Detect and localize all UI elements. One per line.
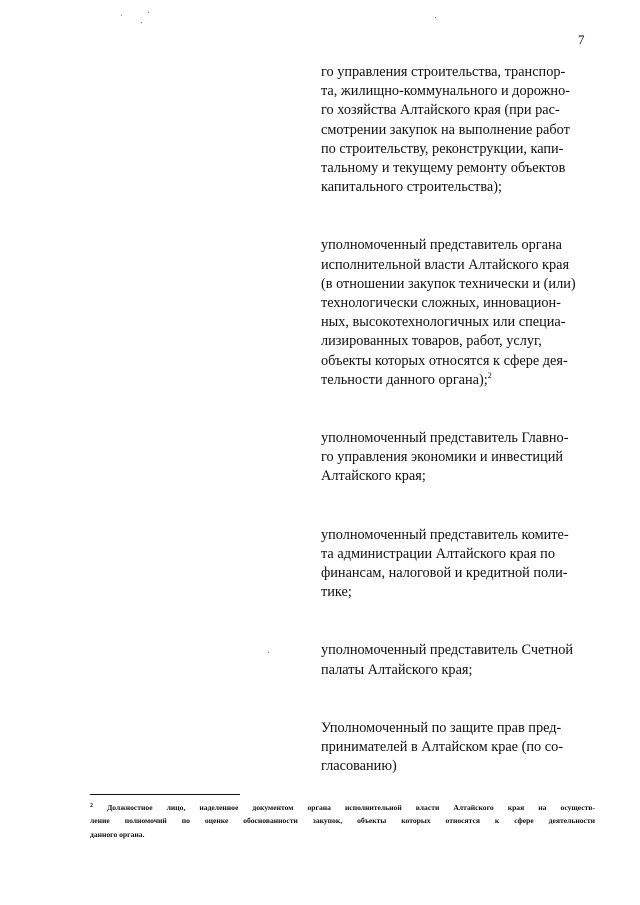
text-line: палаты Алтайского края;: [321, 661, 473, 678]
text-line: тике;: [321, 584, 352, 601]
text-line: принимателей в Алтайском крае (по со-: [321, 739, 563, 756]
footnote-number: 2: [90, 803, 93, 809]
text-line: исполнительной власти Алтайского края: [321, 256, 570, 273]
scan-speck: [148, 12, 149, 13]
footnote: [90, 801, 595, 841]
footnote-line-text: Должностное лицо, наделенное документом органа исполнительной власти Алтайского края на осуществ-: [93, 803, 595, 812]
text-line: смотрении закупок на выполнение работ: [321, 121, 570, 138]
text-line: уполномоченный представитель Главно-: [321, 430, 569, 447]
text-line: капитального строительства);: [321, 179, 502, 196]
footnote-separator: [90, 794, 240, 795]
paragraph-economy-department: [321, 429, 596, 487]
text-line-content: тельности данного органа);: [321, 371, 488, 388]
paragraph-accounts-chamber: [321, 641, 596, 679]
paragraph-business-ombudsman: [321, 719, 596, 777]
text-line: лизированных товаров, работ, услуг,: [321, 333, 542, 350]
text-line: финансам, налоговой и кредитной поли-: [321, 565, 568, 582]
text-line: гласованию): [321, 758, 397, 775]
footnote-line: [90, 801, 595, 814]
footnote-reference: 2: [487, 370, 492, 380]
text-line: уполномоченный представитель Счетной: [321, 642, 574, 659]
text-line: ных, высокотехнологичных или специа-: [321, 314, 566, 331]
text-line: го хозяйства Алтайского края (при рас-: [321, 102, 560, 119]
scan-speck: [141, 22, 142, 23]
text-line: та администрации Алтайского края по: [321, 545, 555, 562]
text-line: Уполномоченный по защите прав пред-: [321, 719, 562, 736]
footnote-line: данного органа.: [90, 829, 145, 839]
text-line: тальному и текущему ремонту объектов: [321, 160, 566, 177]
paragraph-construction-authority: [321, 63, 596, 197]
scan-speck: [121, 15, 122, 16]
document-body: [321, 63, 596, 815]
text-line: та, жилищно-коммунального и дорожно-: [321, 83, 570, 100]
text-line: (в отношении закупок технически и (или): [321, 275, 576, 292]
text-line: по строительству, реконструкции, капи-: [321, 140, 564, 157]
scan-speck: [268, 652, 269, 653]
text-line: уполномоченный представитель органа: [321, 237, 562, 254]
paragraph-finance-committee: [321, 526, 596, 603]
text-line: го управления строительства, транспор-: [321, 64, 566, 80]
text-line: уполномоченный представитель комите-: [321, 526, 569, 543]
text-line: технологически сложных, инновацион-: [321, 295, 561, 312]
text-line: [321, 371, 596, 390]
text-line: Алтайского края;: [321, 468, 426, 485]
text-line: го управления экономики и инвестиций: [321, 449, 564, 466]
text-line: объекты которых относятся к сфере дея-: [321, 352, 568, 369]
footnote-line: ление полномочий по оценке обоснованности закупок, объекты которых относятся к сфере деятельности: [90, 816, 595, 826]
page-number: 7: [578, 32, 585, 47]
scan-speck: [435, 17, 436, 18]
paragraph-executive-authority: [321, 236, 596, 390]
